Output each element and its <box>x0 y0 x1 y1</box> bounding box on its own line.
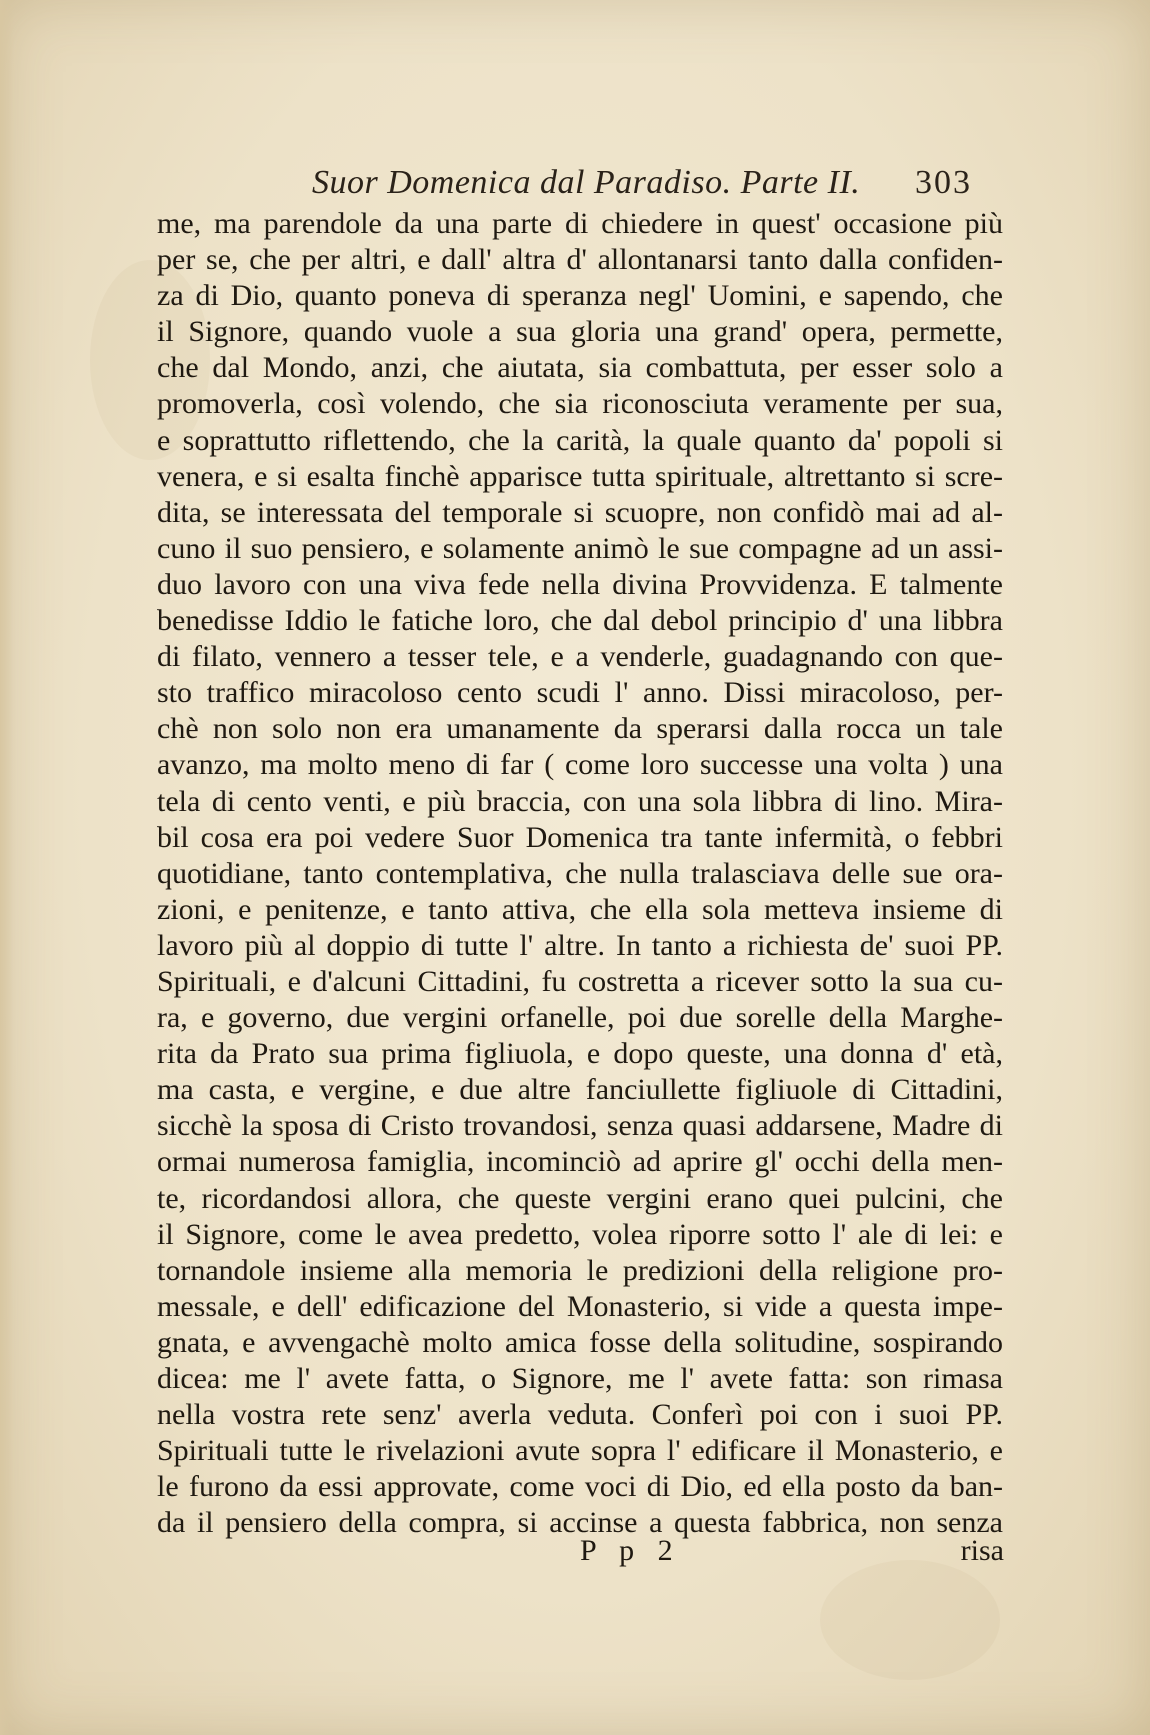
text-line: quotidiane, tanto contemplativa, che nulla tralasciava delle sue ora- <box>157 856 1003 890</box>
text-line: lavoro più al doppio di tutte l' altre. In tanto a richiesta de' suoi PP. <box>157 928 1003 962</box>
text-line: za di Dio, quanto poneva di speranza negl' Uomini, e sapendo, che <box>157 279 1003 313</box>
text-line: Spirituali, e d'alcuni Cittadini, fu costretta a ricever sotto la sua cu- <box>157 964 1003 998</box>
text-line: per se, che per altri, e dall' altra d' allontanarsi tanto dalla confiden- <box>157 243 1003 277</box>
text-line: te, ricordandosi allora, che queste vergini erano quei pulcini, che <box>157 1181 1003 1215</box>
text-line: rita da Prato sua prima figliuola, e dopo queste, una donna d' età, <box>157 1037 1003 1071</box>
text-line: ma casta, e vergine, e due altre fanciullette figliuole di Cittadini, <box>157 1073 1003 1107</box>
text-line: gnata, e avvengachè molto amica fosse della solitudine, sospirando <box>157 1325 1003 1359</box>
text-line: venera, e si esalta finchè apparisce tutta spirituale, altrettanto si scre- <box>157 459 1003 493</box>
text-line: e soprattutto riflettendo, che la carità, la quale quanto da' popoli si <box>157 423 1003 457</box>
text-line: di filato, vennero a tesser tele, e a venderle, guadagnando con que- <box>157 640 1003 674</box>
text-line: Spirituali tutte le rivelazioni avute sopra l' edificare il Monasterio, e <box>157 1434 1003 1468</box>
text-line: messale, e dell' edificazione del Monasterio, si vide a questa impe- <box>157 1289 1003 1323</box>
text-line: il Signore, come le avea predetto, volea riporre sotto l' ale di lei: e <box>157 1217 1003 1251</box>
text-line: tornandole insieme alla memoria le predizioni della religione pro- <box>157 1253 1003 1287</box>
text-line: nella vostra rete senz' averla veduta. Conferì poi con i suoi PP. <box>157 1398 1003 1432</box>
text-line: da il pensiero della compra, si accinse a questa fabbrica, non senza <box>157 1506 1003 1540</box>
text-line: promoverla, così volendo, che sia riconosciuta veramente per sua, <box>157 387 1003 421</box>
text-line: che dal Mondo, anzi, che aiutata, sia combattuta, per esser solo a <box>157 351 1003 385</box>
running-header <box>312 164 972 208</box>
text-line: le furono da essi approvate, come voci di Dio, ed ella posto da ban- <box>157 1470 1003 1504</box>
text-line: duo lavoro con una viva fede nella divina Provvidenza. E talmente <box>157 567 1003 601</box>
page-left-edge <box>0 0 14 1735</box>
text-line: chè non solo non era umanamente da sperarsi dalla rocca un tale <box>157 712 1003 746</box>
text-line: cuno il suo pensiero, e solamente animò le sue compagne ad un assi- <box>157 531 1003 565</box>
text-line: me, ma parendole da una parte di chiedere in quest' occasione più <box>157 207 1003 240</box>
text-line: zioni, e penitenze, e tanto attiva, che ella sola metteva insieme di <box>157 892 1003 926</box>
text-line: sto traffico miracoloso cento scudi l' anno. Dissi miracoloso, per- <box>157 676 1003 710</box>
text-line: dita, se interessata del temporale si scuopre, non confidò mai ad al- <box>157 495 1003 529</box>
page-number: 303 <box>915 164 972 201</box>
catchword: risa <box>960 1534 1004 1567</box>
text-line: bil cosa era poi vedere Suor Domenica tra tante infermità, o febbri <box>157 820 1003 854</box>
text-line: dicea: me l' avete fatta, o Signore, me l' avete fatta: son rimasa <box>157 1362 1003 1395</box>
page-footer <box>580 1534 1004 1574</box>
text-line: il Signore, quando vuole a sua gloria una grand' opera, permette, <box>157 315 1003 349</box>
text-line: avanzo, ma molto meno di far ( come loro successe una volta ) una <box>157 748 1003 782</box>
running-title: Suor Domenica dal Paradiso. Parte II. <box>312 164 861 201</box>
text-line: tela di cento venti, e più braccia, con una sola libbra di lino. Mira- <box>157 784 1003 818</box>
text-line: benedisse Iddio le fatiche loro, che dal debol principio d' una libbra <box>157 604 1003 638</box>
text-line: ormai numerosa famiglia, incominciò ad aprire gl' occhi della men- <box>157 1145 1003 1179</box>
paper-stain <box>820 1560 1000 1680</box>
signature-mark: P p 2 <box>580 1534 681 1567</box>
body-text <box>157 206 1003 1541</box>
text-line: ra, e governo, due vergini orfanelle, poi due sorelle della Marghe- <box>157 1001 1003 1035</box>
text-line: sicchè la sposa di Cristo trovandosi, senza quasi addarsene, Madre di <box>157 1109 1003 1143</box>
